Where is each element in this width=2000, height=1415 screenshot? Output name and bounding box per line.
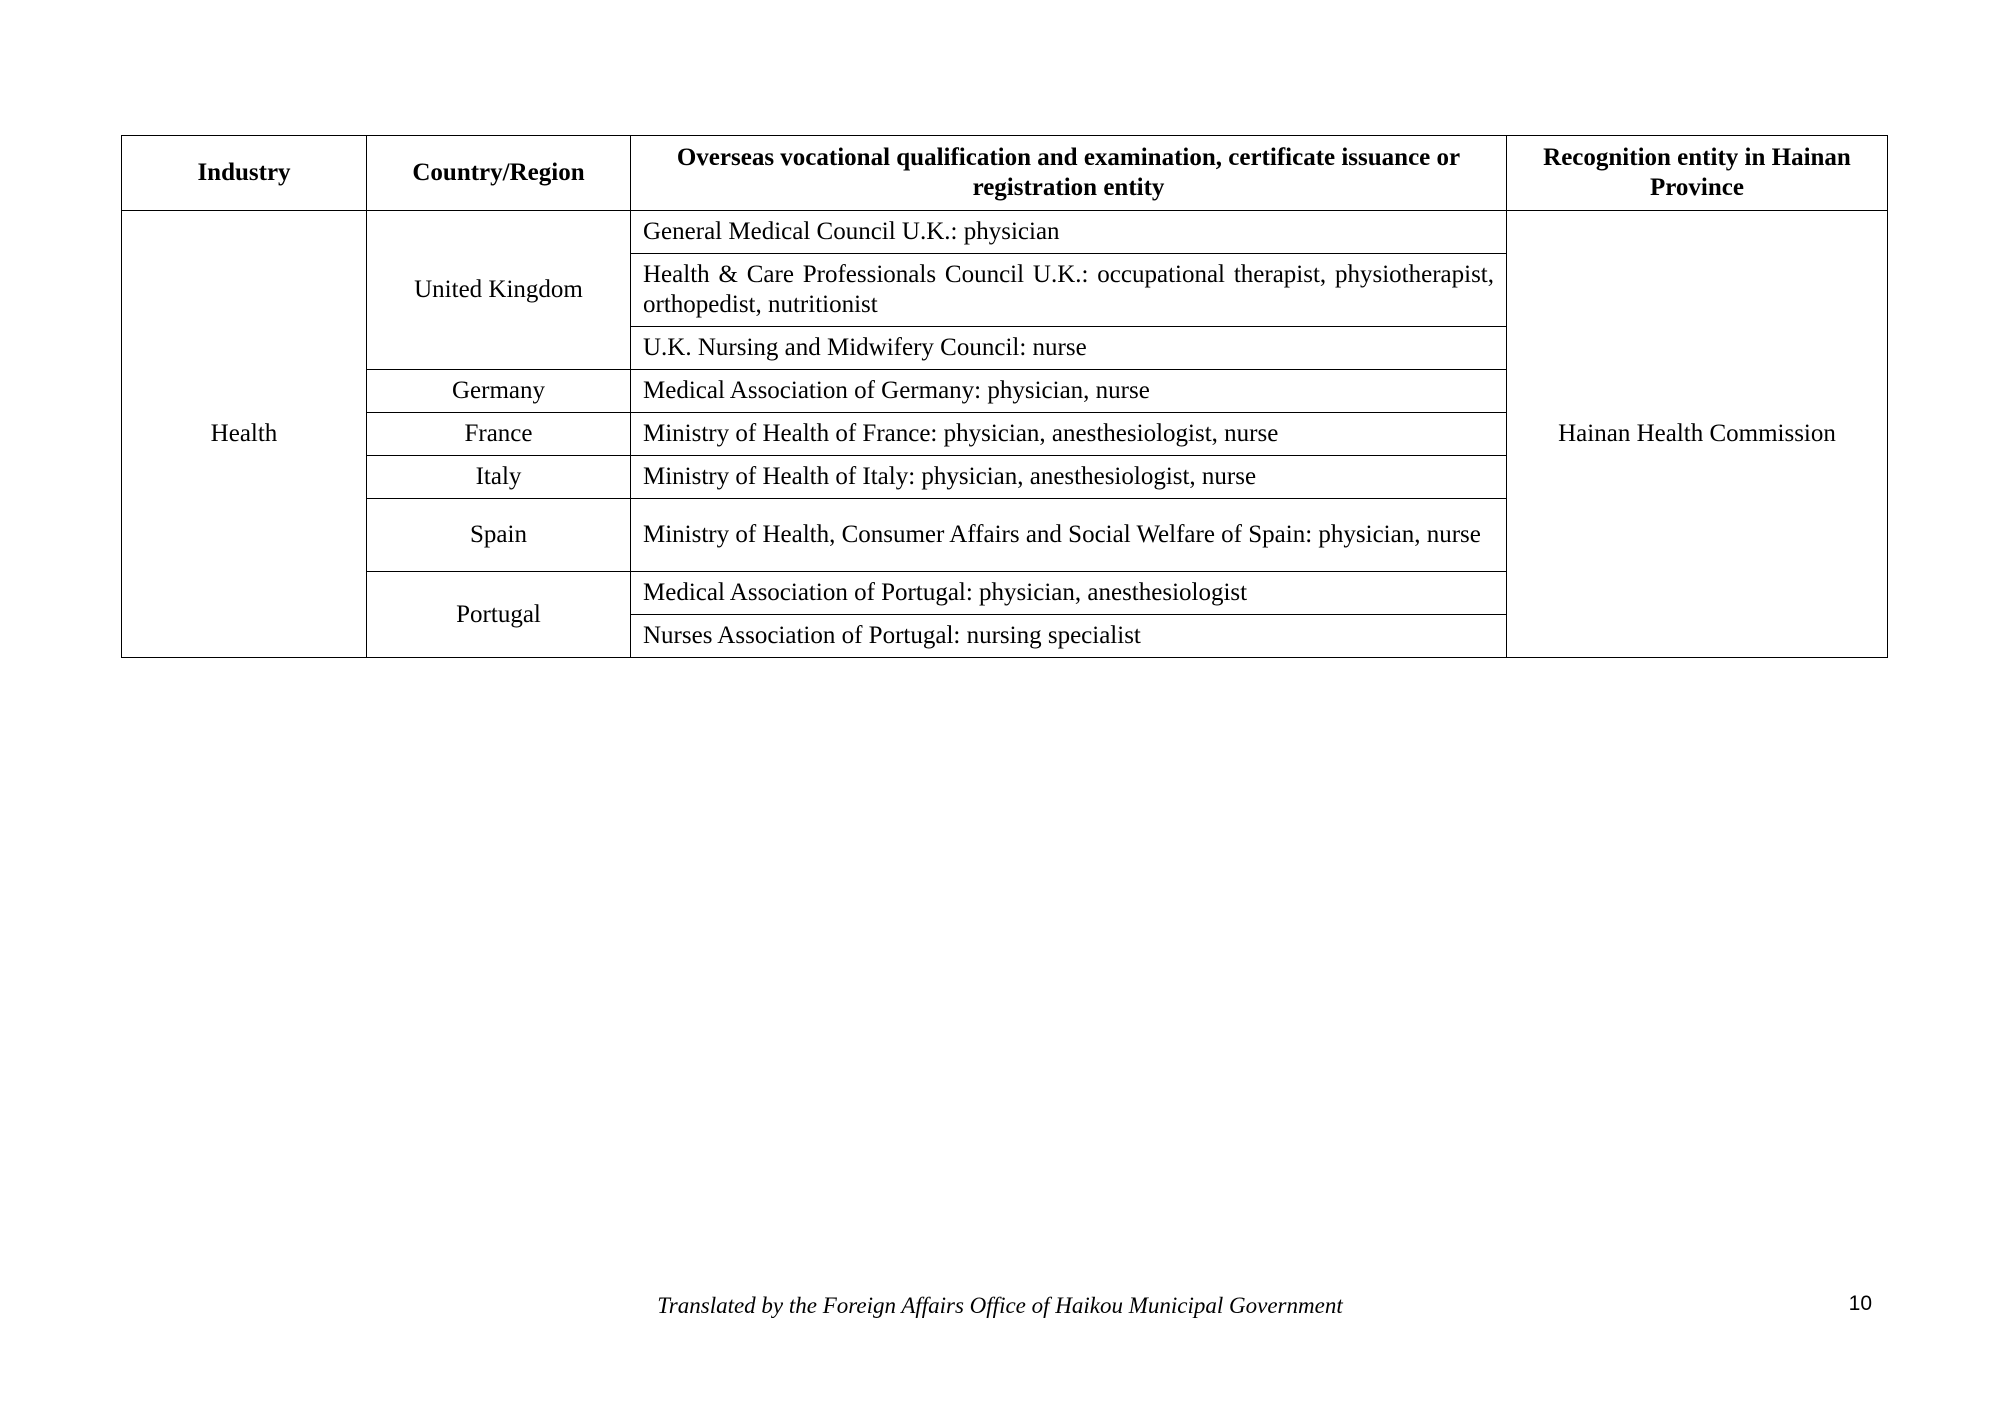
entity-cell: Health & Care Professionals Council U.K.: occupational therapist, physiotherapist, orthopedist, nutritionist [631,254,1507,327]
entity-cell: Medical Association of Portugal: physician, anesthesiologist [631,572,1507,615]
header-overseas-entity: Overseas vocational qualification and examination, certificate issuance or registration entity [631,136,1507,211]
entity-cell: Ministry of Health, Consumer Affairs and Social Welfare of Spain: physician, nurse [631,499,1507,572]
page-number: 10 [1848,1292,1872,1315]
header-recognition-entity: Recognition entity in Hainan Province [1507,136,1888,211]
country-cell-portugal: Portugal [367,572,631,658]
entity-cell: Ministry of Health of France: physician, anesthesiologist, nurse [631,413,1507,456]
header-country-region: Country/Region [367,136,631,211]
recognition-entity-cell: Hainan Health Commission [1507,211,1888,658]
entity-cell: Nurses Association of Portugal: nursing specialist [631,615,1507,658]
translator-footer-note: Translated by the Foreign Affairs Office of Haikou Municipal Government [657,1293,1343,1318]
entity-cell: U.K. Nursing and Midwifery Council: nurse [631,327,1507,370]
entity-cell: General Medical Council U.K.: physician [631,211,1507,254]
header-row [122,136,1888,211]
country-cell-uk: United Kingdom [367,211,631,370]
country-cell-italy: Italy [367,456,631,499]
qualification-table [121,135,1888,658]
country-cell-france: France [367,413,631,456]
entity-cell: Ministry of Health of Italy: physician, anesthesiologist, nurse [631,456,1507,499]
country-cell-germany: Germany [367,370,631,413]
header-industry: Industry [122,136,367,211]
entity-cell: Medical Association of Germany: physician, nurse [631,370,1507,413]
table-row [122,211,1888,254]
country-cell-spain: Spain [367,499,631,572]
industry-cell: Health [122,211,367,658]
